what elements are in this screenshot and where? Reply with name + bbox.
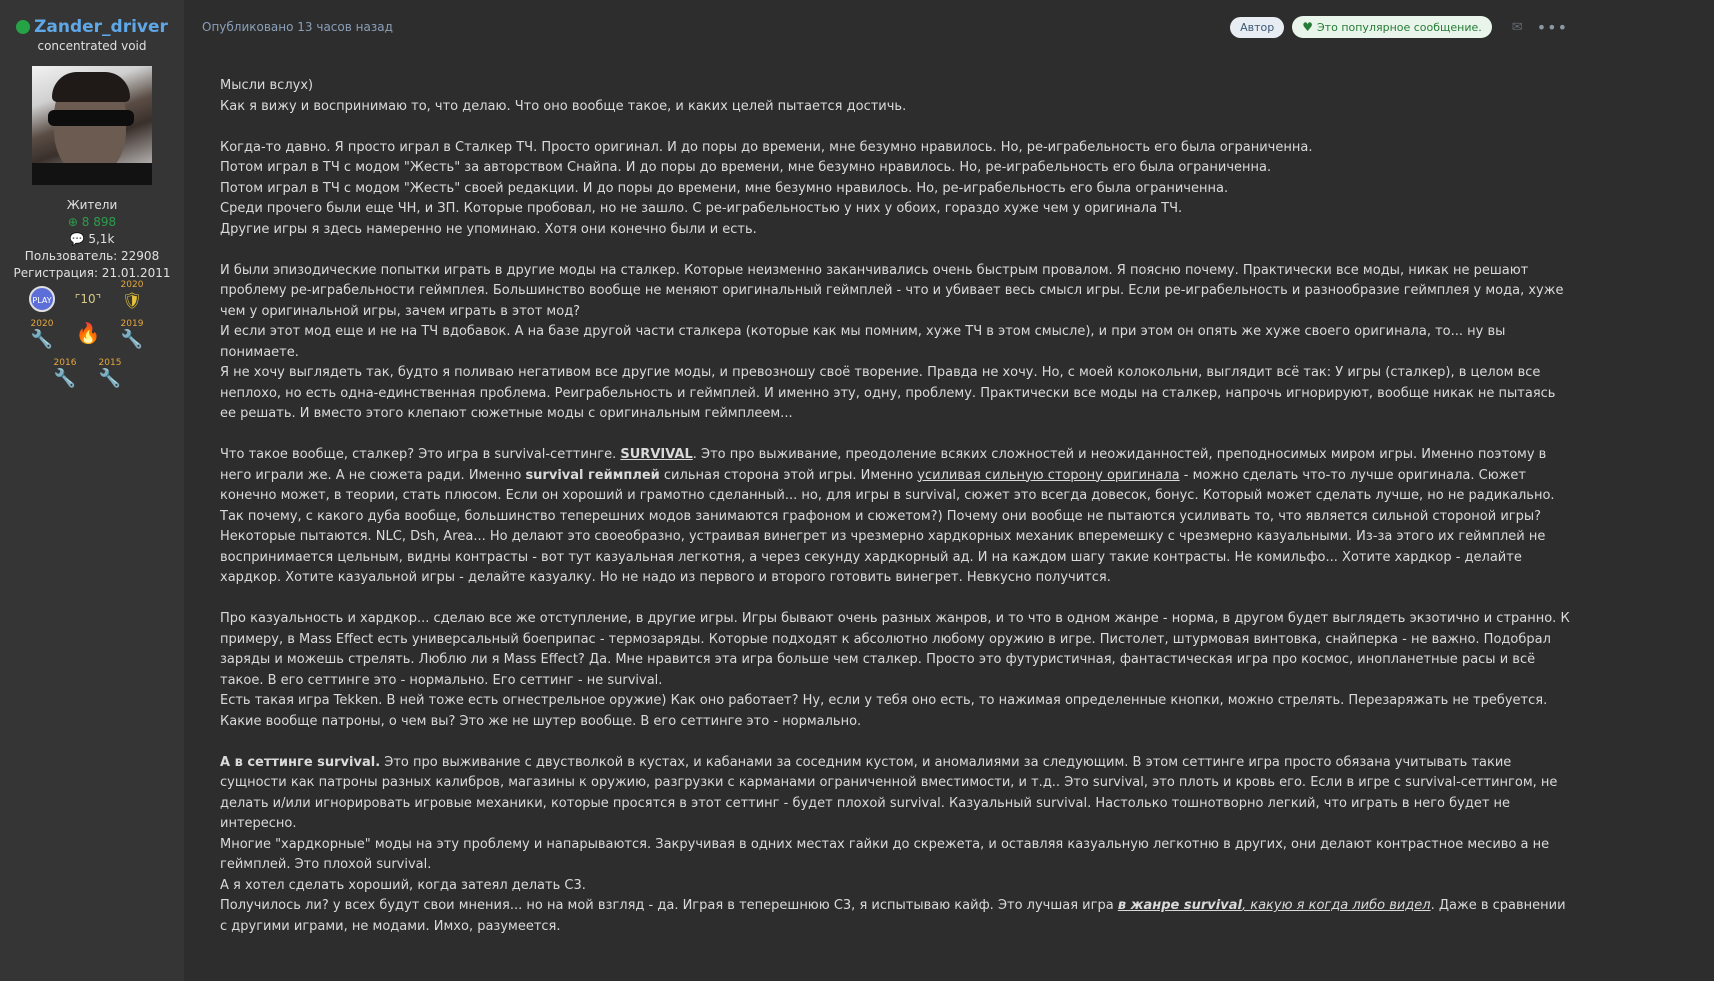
avatar[interactable] <box>32 66 152 185</box>
survival-emphasis: SURVIVAL <box>620 447 693 462</box>
wrench-badge-icon[interactable]: 2015 🔧 <box>98 358 122 389</box>
author-posts <box>0 232 184 246</box>
post-paragraph: Получилось ли? у всех будут свои мнения... но на мой взгляд - да. Играя в теперешнюю С3, я испытываю кайф. Это лучшая игра в жанре survival, какую я когда либо видел. Даже в сравнении с другими играми, не модами. Имхо, разумеется. <box>220 898 1566 934</box>
online-status-icon <box>16 20 30 34</box>
post-paragraph: Как я вижу и воспринимаю то, что делаю. Что оно вообще такое, и каких целей пытается достичь. <box>220 98 907 114</box>
author-badge: Автор <box>1230 17 1284 38</box>
post-paragraph: Есть такая игра Tekken. В ней тоже есть огнестрельное оружие) Как оно работает? Ну, если у тебя оно есть, то нажимая определенные кнопки, можно стрелять. Перезаряжать не требуется. Какие вообще патроны, о чем вы? Это же не шутер вообще. В его сеттинге это - нормально. <box>220 693 1548 729</box>
author-username[interactable]: Zander_driver <box>34 17 168 37</box>
author-sidebar <box>0 0 185 981</box>
survival-gameplay-emphasis: survival геймплей <box>525 467 660 483</box>
username-row <box>0 17 184 37</box>
post-paragraph: Среди прочего были еще ЧН, и ЗП. Которые пробовал, но не зашло. С ре-играбельностью у них у обоих, гораздо хуже чем у оригинала ТЧ. <box>220 201 1183 216</box>
popular-badge <box>1292 16 1492 38</box>
post-actions <box>1230 16 1568 38</box>
strength-emphasis: усиливая сильную сторону оригинала <box>917 467 1180 483</box>
popular-badge-label: Это популярное сообщение. <box>1317 20 1482 34</box>
campfire-badge-icon[interactable]: 🔥 <box>75 321 101 345</box>
post-paragraph: А в сеттинге survival. Это про выживание с двустволкой в кустах, и кабанами за соседним кустом, и аномалиями за следующим. В этом сеттинге игра просто обязана учитывать такие сущности как патроны разных калибров, магазины к оружию, разгрузки с карманами ограниченной вместимости, и т.д.. Это survival, это плоть и кровь его. Если в игре с survival-сеттингом, не делать и/или игнорировать игровые механики, которые просятся в этот сеттинг - будет плохой survival. Казуальный survival. Настолько тошнотворно легкий, что играть в него будет не интересно. <box>220 754 1558 831</box>
post-main <box>184 0 1714 981</box>
heart-icon: ♥ <box>1302 20 1313 34</box>
avatar-shirt <box>32 163 152 185</box>
post-paragraph: Я не хочу выглядеть так, будто я поливаю негативом все другие моды, и превозношу своё творение. Правда не хочу. Но, с моей колокольни, выглядит всё так: У игры (сталкер), в целом все неплохо, но есть одна-единственная проблема. Реиграбельность и геймплей. И именно эту, одну, проблему. Практически все моды на сталкер, напрочь игнорируют, вообще никак не пытаясь ее решать. И вместо этого клепают сюжетные моды с оригинальным геймплеем... <box>220 365 1556 421</box>
post-paragraph: Потом играл в ТЧ с модом "Жесть" за авторством Снайпа. И до поры до времени, мне безумно нравилось. Но, ре-играбельность его была ограниченна. <box>220 160 1272 175</box>
plus-circle-icon: ⊕ <box>67 215 78 229</box>
post-paragraph: Многие "хардкорные" моды на эту проблему и напарываются. Закручивая в одних местах гайки до скрежета, и оставляя казуальную легкотню в других, они делают контрастное месиво а не геймплей. Это плохой survival. <box>220 836 1550 872</box>
genre-emphasis: в жанре survival <box>1117 898 1242 913</box>
author-custom-title: concentrated void <box>37 39 147 53</box>
post-published[interactable]: Опубликовано 13 часов назад <box>202 20 393 34</box>
badges-grid <box>0 280 184 406</box>
post-paragraph: Некоторые пытаются. NLC, Dsh, Area... Но делают это своеобразно, устраивая винегрет из чрезмерно хардкорных механик вперемешку с чрезмерно казуальными. Из-за этого их геймплей не воспринимается цельным, видны контрасты - вот тут казуальная легкотня, а через секунду хардкорный ад. И на каждом шагу такие контрасты. Не комильфо... Хотите хардкор - делайте хардкор. Хотите казуальной игры - делайте казуалку. Но не надо из первого и второго готовить винегрет. Невкусно получится. <box>220 529 1546 585</box>
post-paragraph: Про казуальность и хардкор... сделаю все же отступление, в другие игры. Игры бывают очень разных жанров, и то что в одном жанре - норма, в другом будет выглядеть экзотично и странно. К примеру, в Mass Effect есть универсальный боеприпас - термозаряды. Которые подходят к абсолютно любому оружию в игре. Пистолет, штурмовая винтовка, снайперка - не важно. Подобрал заряды и можешь стрелять. Люблю ли я Mass Effect? Да. Мне нравится эта игра больше чем сталкер. Просто это футуристичная, фантастическая игра про космос, инопланетные расы и всё такое. В его сеттинге это - нормально. Его сеттинг - не survival. <box>220 611 1570 688</box>
post-paragraph: Что такое вообще, сталкер? Это игра в survival-сеттинге. SURVIVAL. Это про выживание, преодоление всяких сложностей и неожиданностей, преподносимых миром игры. Именно поэтому в него играли же. А не сюжета ради. Именно survival геймплей сильная сторона этой игры. Именно усиливая сильную сторону оригинала - можно сделать что-то лучше оригинала. Сюжет конечно может, в теории, стать плюсом. Если он хороший и грамотно сделанный... но, для игры в survival, сюжет это всегда довесок, бонус. Который может сделать лучше, но не радикально. <box>220 447 1555 503</box>
wrench-badge-icon[interactable]: 2019 🔧 <box>120 319 144 350</box>
wrench-badge-icon[interactable]: 2020 🔧 <box>30 319 54 350</box>
reputation-value: 8 898 <box>81 215 117 229</box>
post-paragraph: Мысли вслух) <box>220 78 314 93</box>
avatar-glasses <box>48 110 134 126</box>
play-badge-icon[interactable]: PLAY <box>27 286 57 320</box>
author-reputation <box>0 215 184 229</box>
author-user-id: Пользователь: 22908 <box>24 249 160 263</box>
ever-seen-emphasis: , какую я когда либо видел <box>1241 898 1431 913</box>
survival-setting-heading: А в сеттинге survival. <box>220 754 381 770</box>
post-content <box>220 76 1570 937</box>
k-shield-badge-icon[interactable]: 2020 🛡 <box>120 280 144 310</box>
post-paragraph: Так почему, с какого дуба вообще, большинство теперешних модов занимаются графоном и сюжетом?) Почему они вообще не пытаются усиливать то, что является сильной стороной игры? <box>220 508 1542 524</box>
post-paragraph: И если этот мод еще и не на ТЧ вдобавок. А на базе другой части сталкера (которые как мы помним, хуже ТЧ в этом смысле), и при этом он опять же хуже своего оригинала, то... ну вы понимаете. <box>220 324 1506 360</box>
post-paragraph: Другие игры я здесь намеренно не упоминаю. Хотя они конечно были и есть. <box>220 221 757 237</box>
posts-count: 5,1k <box>88 232 115 246</box>
wrench-badge-icon[interactable]: 2016 🔧 <box>53 358 77 389</box>
more-icon[interactable]: ••• <box>1536 17 1568 37</box>
post-paragraph: Когда-то давно. Я просто играл в Сталкер ТЧ. Просто оригинал. И до поры до времени, мне безумно нравилось. Но, ре-играбельность его была ограниченна. <box>220 139 1313 155</box>
post-paragraph: Потом играл в ТЧ с модом "Жесть" своей редакции. И до поры до времени, мне безумно нравилось. Но, ре-играбельность его была ограниченна. <box>220 180 1229 196</box>
comment-icon: 💬 <box>69 232 85 246</box>
author-group: Жители <box>66 198 118 212</box>
post-paragraph: И были эпизодические попытки играть в другие моды на сталкер. Которые неизменно заканчивались очень быстрым провалом. Я поясню почему. Практически все моды, никак не решают проблему ре-играбельности геймплея. Большинство вообще не меняют оригинальный геймплей - что и убивает весь смысл игры. Если ре-играбельность и разнообразие геймплея у мода, хуже чем у оригинальной игры, зачем играть в этот мод? <box>220 262 1564 319</box>
mail-icon[interactable]: ✉ <box>1511 19 1523 35</box>
post-paragraph: А я хотел сделать хороший, когда затеял делать С3. <box>220 877 586 893</box>
anniversary-10-badge-icon[interactable]: ⌜10⌝ <box>74 292 102 306</box>
author-registered: Регистрация: 21.01.2011 <box>13 266 171 280</box>
avatar-hair <box>52 72 130 102</box>
